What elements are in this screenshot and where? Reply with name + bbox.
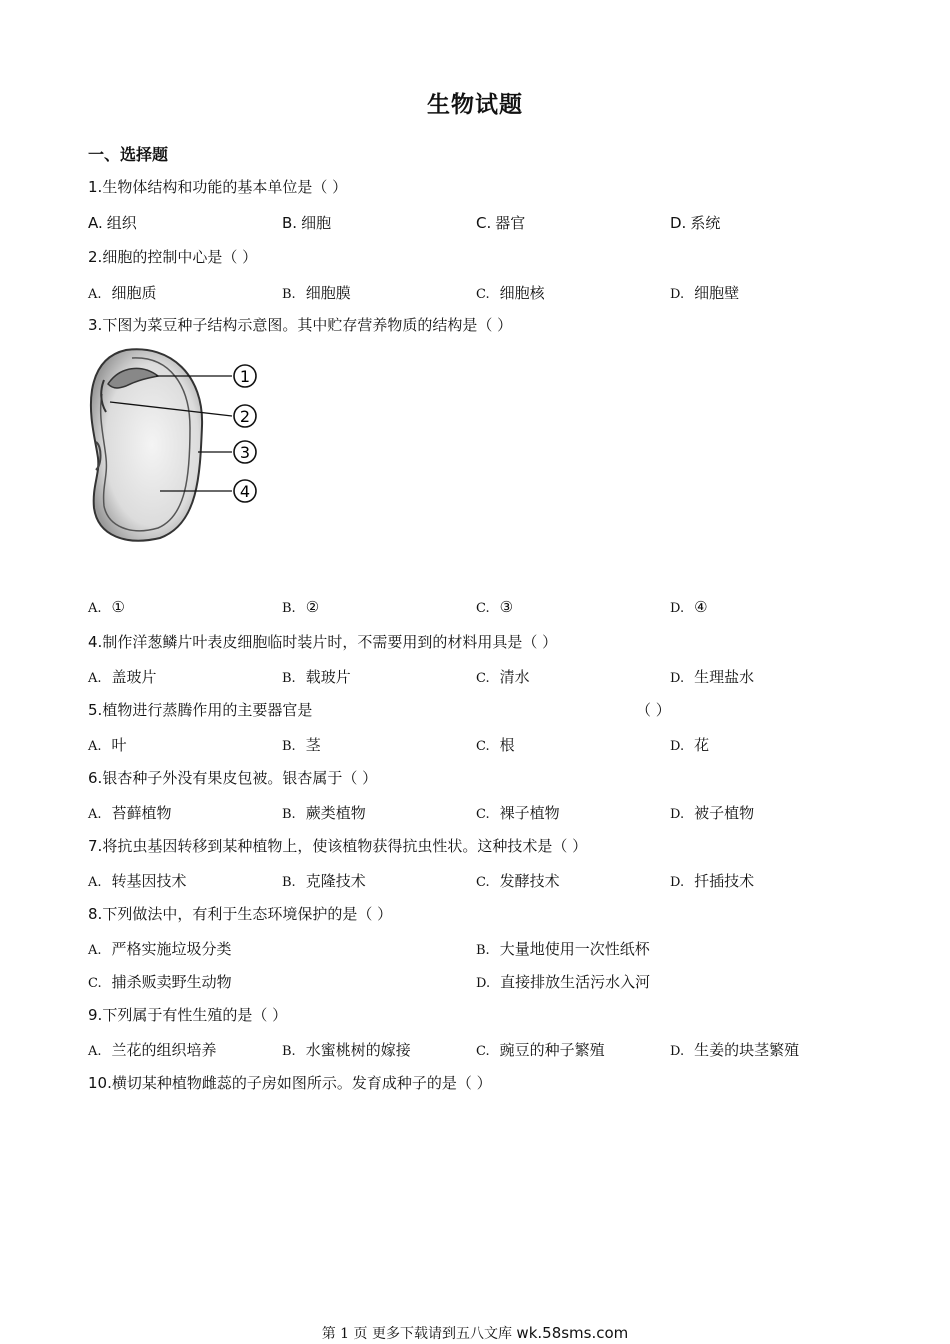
question-6 xyxy=(88,767,377,788)
options-1 xyxy=(88,212,888,234)
question-8 xyxy=(88,903,392,924)
question-number: 8 xyxy=(88,905,98,923)
question-text: .银杏种子外没有果皮包被。银杏属于（ ） xyxy=(97,769,378,787)
options-7 xyxy=(88,870,888,892)
option-d[interactable]: D. 生姜的块茎繁殖 xyxy=(670,1041,800,1059)
question-number: 1 xyxy=(88,178,98,196)
label-3: 3 xyxy=(239,443,251,462)
option-b[interactable]: B. 细胞 xyxy=(282,214,332,232)
page-title: 生物试题 xyxy=(427,92,523,118)
option-d[interactable]: D. 系统 xyxy=(670,214,721,232)
question-text: .将抗虫基因转移到某种植物上，使该植物获得抗虫性状。这种技术是（ ） xyxy=(97,837,588,855)
option-d[interactable]: D. 细胞壁 xyxy=(670,284,740,302)
option-b[interactable]: B. 蕨类植物 xyxy=(282,804,366,822)
option-b[interactable]: B. ② xyxy=(282,598,320,616)
option-b[interactable]: B. 克隆技术 xyxy=(282,872,366,890)
option-c[interactable]: C. 器官 xyxy=(476,214,526,232)
options-8-row-2 xyxy=(88,971,888,993)
options-9 xyxy=(88,1039,888,1061)
option-c[interactable]: C. 发酵技术 xyxy=(476,872,560,890)
question-2 xyxy=(88,246,257,267)
option-a[interactable]: A. ① xyxy=(88,598,125,616)
option-a[interactable]: A. 细胞质 xyxy=(88,284,157,302)
question-text: .下列属于有性生殖的是（ ） xyxy=(97,1006,288,1024)
option-a[interactable]: A. 转基因技术 xyxy=(88,872,187,890)
options-5 xyxy=(88,734,888,756)
option-a[interactable]: A. 叶 xyxy=(88,736,127,754)
option-c[interactable]: C. 细胞核 xyxy=(476,284,545,302)
option-d[interactable]: D. 被子植物 xyxy=(670,804,755,822)
option-b[interactable]: B. 细胞膜 xyxy=(282,284,351,302)
question-9 xyxy=(88,1004,287,1025)
question-number: 2 xyxy=(88,248,98,266)
footer-text: 第 1 页 更多下载请到五八文库 xyxy=(321,1326,512,1342)
option-c[interactable]: C. 裸子植物 xyxy=(476,804,560,822)
bean-seed-diagram xyxy=(86,346,266,546)
question-5 xyxy=(88,699,312,720)
options-8-row-1 xyxy=(88,938,888,960)
question-text: .横切某种植物雌蕊的子房如图所示。发育成种子的是（ ） xyxy=(107,1074,492,1092)
question-number: 4 xyxy=(88,633,98,651)
question-4 xyxy=(88,631,557,652)
option-b[interactable]: B. 水蜜桃树的嫁接 xyxy=(282,1041,411,1059)
question-number: 5 xyxy=(88,701,98,719)
option-b[interactable]: B. 载玻片 xyxy=(282,668,351,686)
options-2 xyxy=(88,282,888,304)
question-text: .下图为菜豆种子结构示意图。其中贮存营养物质的结构是（ ） xyxy=(97,316,513,334)
options-3 xyxy=(88,598,888,620)
question-number: 3 xyxy=(88,316,98,334)
option-b[interactable]: B. 茎 xyxy=(282,736,321,754)
question-text: .制作洋葱鳞片叶表皮细胞临时装片时，不需要用到的材料用具是（ ） xyxy=(97,633,558,651)
option-d[interactable]: D. 花 xyxy=(670,736,710,754)
option-d[interactable]: D. 直接排放生活污水入河 xyxy=(476,973,651,991)
option-d[interactable]: D. 扦插技术 xyxy=(670,872,755,890)
section-heading: 一、选择题 xyxy=(88,145,169,164)
option-a[interactable]: A. 苔藓植物 xyxy=(88,804,172,822)
footer-link[interactable]: wk.58sms.com xyxy=(516,1324,629,1342)
option-c[interactable]: C. 捕杀贩卖野生动物 xyxy=(88,973,232,991)
question-10 xyxy=(88,1072,492,1093)
question-1 xyxy=(88,176,347,197)
question-text: .植物进行蒸腾作用的主要器官是 xyxy=(97,701,313,719)
label-1: 1 xyxy=(239,367,251,386)
question-7 xyxy=(88,835,587,856)
option-c[interactable]: C. 豌豆的种子繁殖 xyxy=(476,1041,605,1059)
question-text: .下列做法中，有利于生态环境保护的是（ ） xyxy=(97,905,393,923)
option-d[interactable]: D. 生理盐水 xyxy=(670,668,755,686)
question-number: 9 xyxy=(88,1006,98,1024)
question-number: 6 xyxy=(88,769,98,787)
label-4: 4 xyxy=(239,482,251,501)
option-b[interactable]: B. 大量地使用一次性纸杯 xyxy=(476,940,650,958)
question-3 xyxy=(88,314,512,335)
bean-seed-svg xyxy=(86,346,266,546)
label-2: 2 xyxy=(239,407,251,426)
answer-paren: （ ） xyxy=(636,701,671,719)
option-c[interactable]: C. 根 xyxy=(476,736,515,754)
option-d[interactable]: D. ④ xyxy=(670,598,708,616)
page-footer xyxy=(0,1323,950,1343)
option-c[interactable]: C. ③ xyxy=(476,598,514,616)
option-a[interactable]: A. 盖玻片 xyxy=(88,668,157,686)
option-a[interactable]: A. 组织 xyxy=(88,214,137,232)
question-text: .细胞的控制中心是（ ） xyxy=(97,248,258,266)
option-c[interactable]: C. 清水 xyxy=(476,668,530,686)
options-6 xyxy=(88,802,888,824)
question-number: 10 xyxy=(88,1074,108,1092)
option-a[interactable]: A. 兰花的组织培养 xyxy=(88,1041,217,1059)
question-number: 7 xyxy=(88,837,98,855)
question-text: .生物体结构和功能的基本单位是（ ） xyxy=(97,178,348,196)
options-4 xyxy=(88,666,888,688)
option-a[interactable]: A. 严格实施垃圾分类 xyxy=(88,940,232,958)
